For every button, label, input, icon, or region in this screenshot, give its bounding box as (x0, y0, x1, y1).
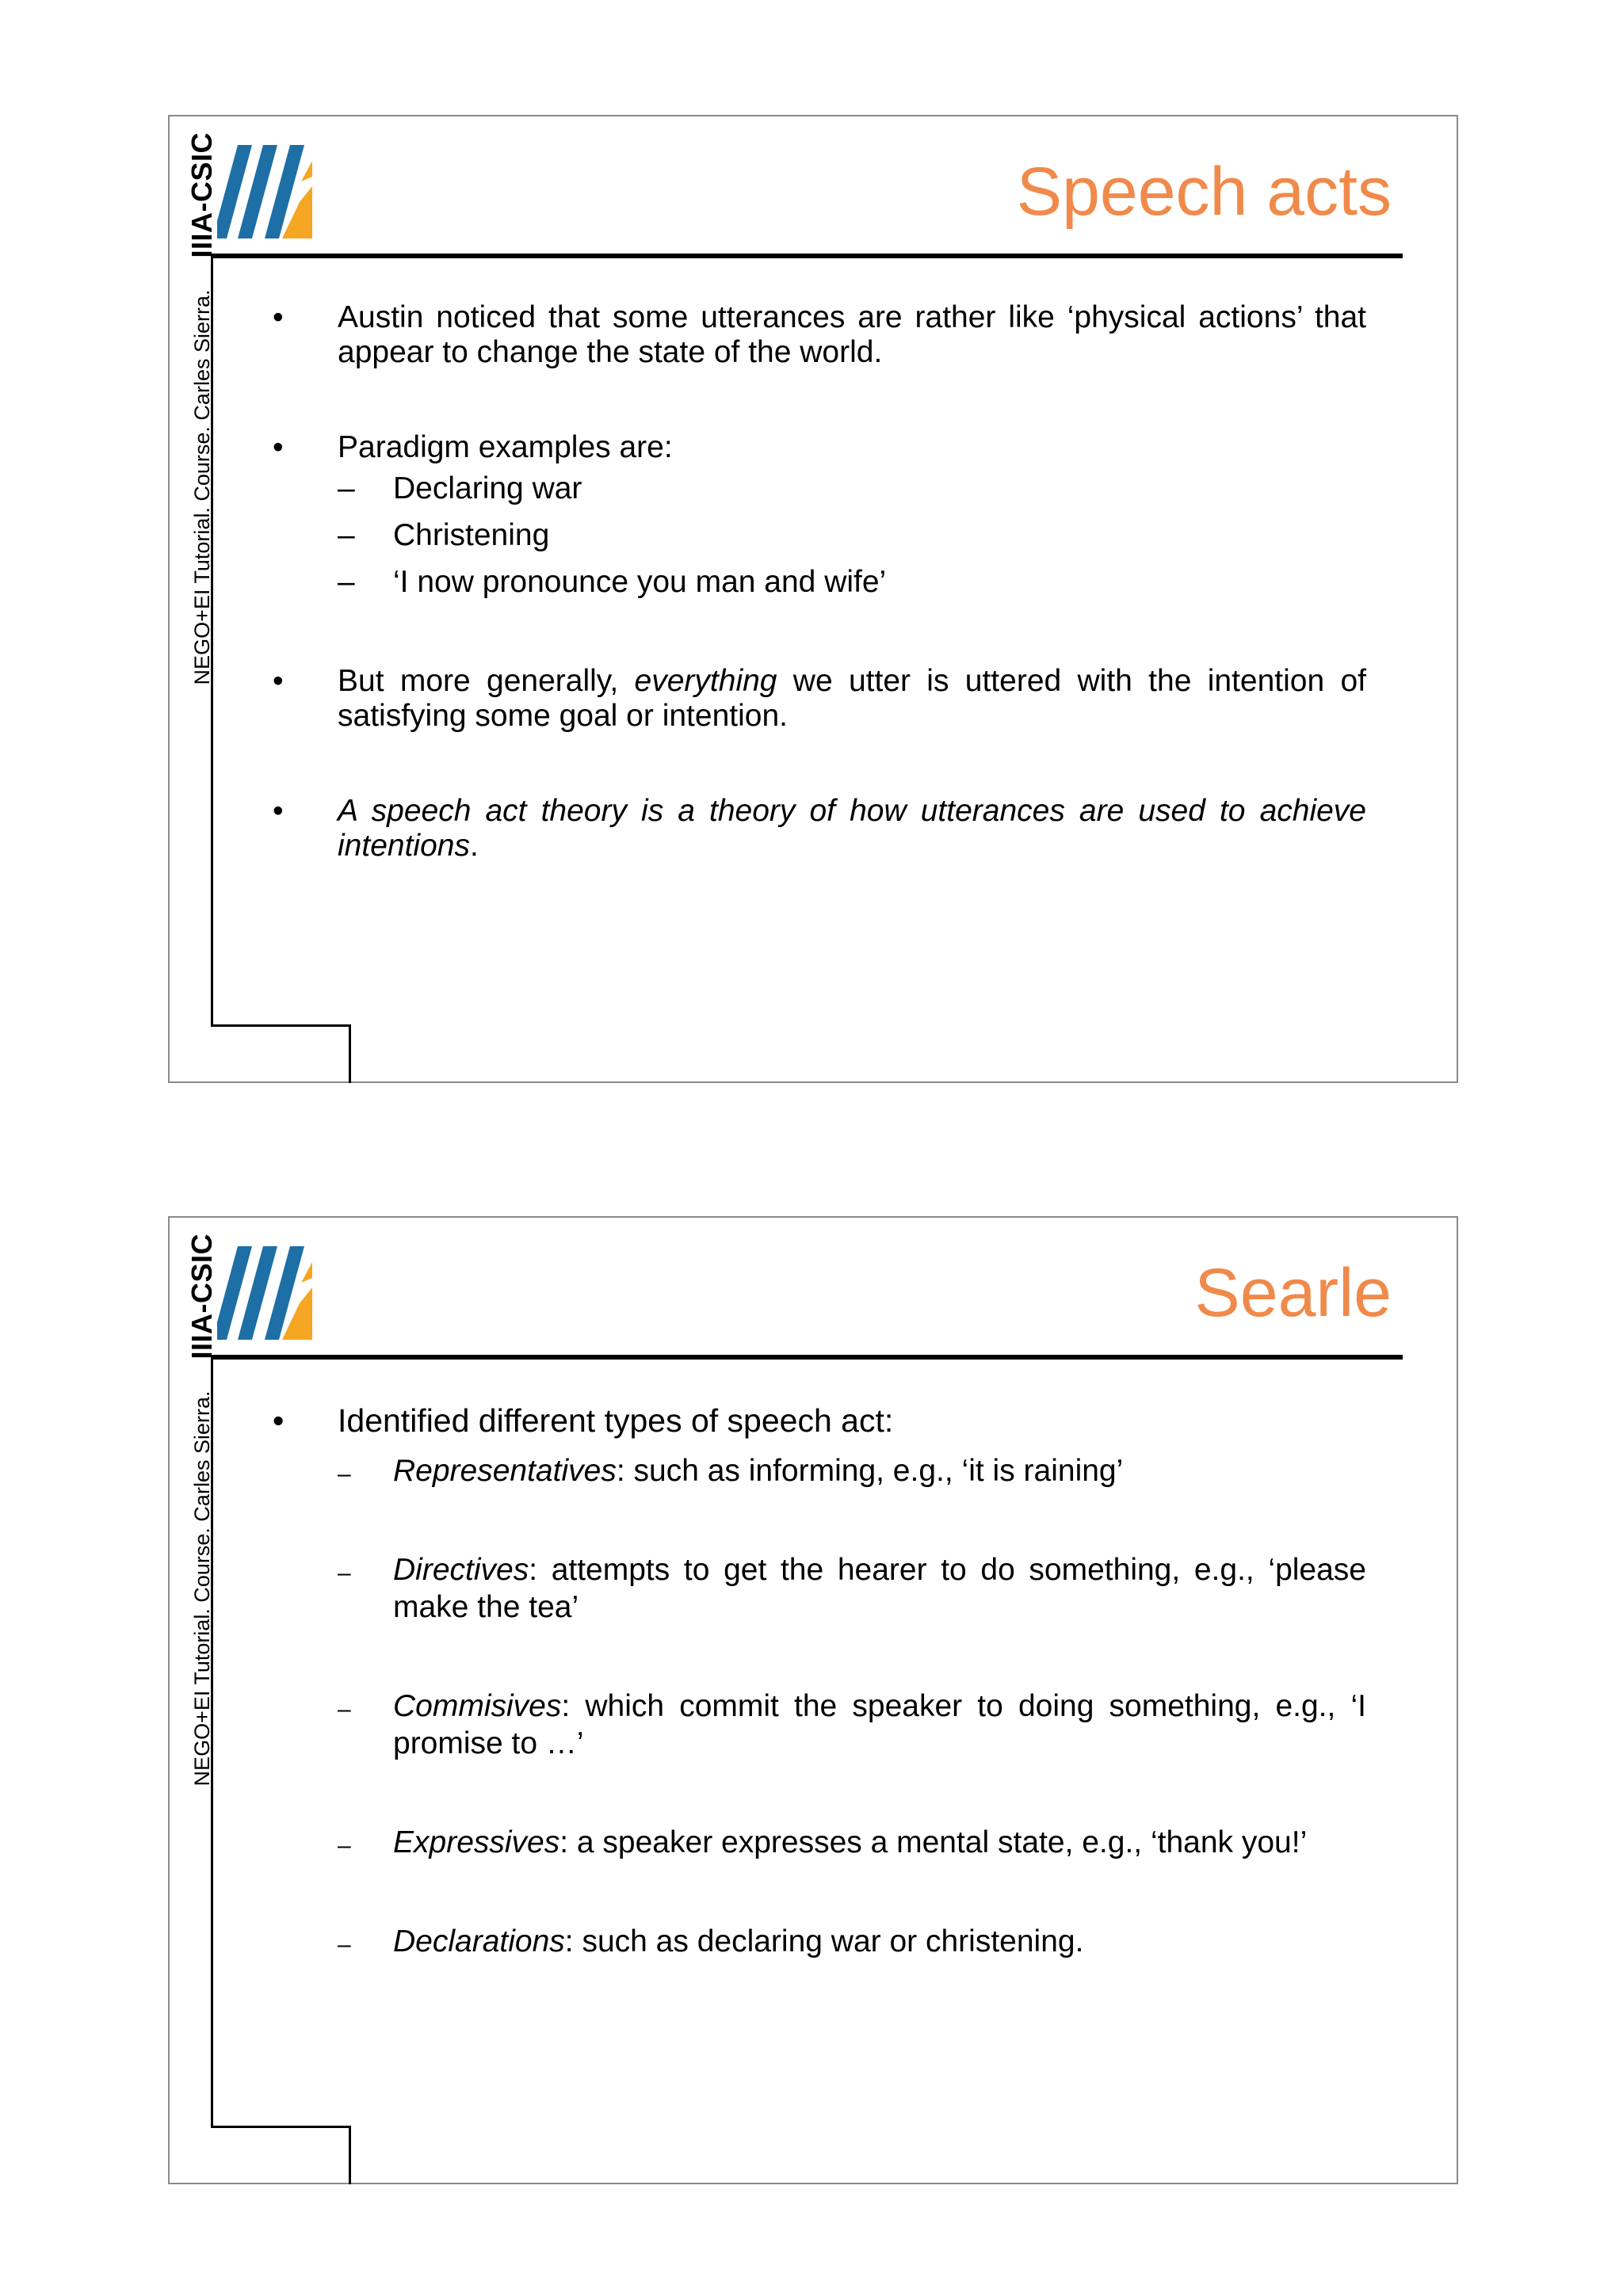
org-name: IIIA-CSIC (185, 1234, 218, 1360)
type-term: Commisives (393, 1689, 562, 1723)
frame-top-rule (211, 254, 1403, 258)
frame-top-rule (211, 1355, 1403, 1360)
speech-act-types-list (273, 1452, 1366, 1960)
list-item (273, 1824, 1366, 1861)
type-description: : attempts to get the hearer to do something, e.g., ‘please make the tea’ (393, 1553, 1366, 1624)
dash-marker: – (338, 1833, 351, 1859)
type-term: Directives (393, 1553, 529, 1587)
frame-corner-rule (349, 1024, 351, 1083)
frame-left-rule (211, 1355, 213, 2128)
dash-marker: – (338, 1461, 351, 1487)
list-item (273, 465, 1366, 512)
bullet-text-pre: But more generally, (338, 664, 635, 698)
dash-marker: – (338, 565, 355, 599)
bullet-text: Paradigm examples are: (338, 430, 673, 464)
example-text: Christening (393, 518, 550, 552)
course-credit: NEGO+EI Tutorial. Course. Carles Sierra. (189, 1390, 214, 1787)
list-item (273, 559, 1366, 605)
type-description: : such as declaring war or christening. (564, 1924, 1084, 1958)
bullet-marker: • (273, 300, 284, 334)
bullet-item (273, 300, 1366, 370)
dash-marker: – (338, 1560, 351, 1586)
bullet-item (273, 664, 1366, 734)
slide-content (273, 1402, 1366, 2022)
dash-marker: – (338, 1696, 351, 1722)
course-credit: NEGO+EI Tutorial. Course. Carles Sierra. (189, 289, 214, 685)
example-text: ‘I now pronounce you man and wife’ (393, 565, 887, 599)
slide-title: Speech acts (1016, 154, 1392, 230)
list-item (273, 1452, 1366, 1489)
bullet-item (273, 430, 1366, 465)
iiia-logo-icon (217, 1246, 312, 1340)
bullet-marker: • (273, 794, 284, 828)
dash-marker: – (338, 518, 355, 552)
slide-content (273, 300, 1366, 864)
type-term: Declarations (393, 1924, 565, 1958)
list-item (273, 1551, 1366, 1626)
bullet-text: Austin noticed that some utterances are rather like ‘physical actions’ that appear to change the state of the world. (338, 300, 1366, 369)
type-description: : a speaker expresses a mental state, e.g., ‘thank you!’ (559, 1825, 1308, 1859)
bullet-marker: • (273, 430, 284, 464)
bullet-marker: • (273, 1402, 285, 1439)
bullet-item (273, 1402, 1366, 1440)
bullet-text: Identified different types of speech act: (338, 1402, 894, 1439)
bullet-text-post: we utter is uttered with the intention of satisfying some goal or intention. (338, 664, 1366, 733)
list-item (273, 1688, 1366, 1762)
list-item (273, 512, 1366, 559)
bullet-marker: • (273, 664, 284, 698)
type-term: Expressives (393, 1825, 560, 1859)
type-term: Representatives (393, 1454, 617, 1488)
examples-list (273, 465, 1366, 605)
frame-bottom-rule (211, 1024, 350, 1027)
type-description: : which commit the speaker to doing something, e.g., ‘I promise to …’ (393, 1689, 1366, 1760)
bullet-text-italic: A speech act theory is a theory of how utterances are used to achieve intentions (338, 794, 1366, 863)
list-item (273, 1923, 1366, 1960)
org-name: IIIA-CSIC (185, 132, 218, 258)
slide-title: Searle (1194, 1255, 1392, 1331)
dash-marker: – (338, 471, 355, 505)
slide-speech-acts (168, 115, 1458, 1083)
frame-corner-rule (349, 2126, 351, 2184)
bullet-text-period: . (469, 829, 479, 863)
dash-marker: – (338, 1932, 351, 1958)
iiia-logo-icon (217, 145, 312, 238)
bullet-item (273, 794, 1366, 864)
type-description: : such as informing, e.g., ‘it is raining’ (616, 1454, 1124, 1488)
example-text: Declaring war (393, 471, 582, 505)
bullet-text-emphasis: everything (634, 664, 777, 698)
frame-bottom-rule (211, 2126, 350, 2128)
frame-left-rule (211, 254, 213, 1027)
slide-searle (168, 1216, 1458, 2184)
